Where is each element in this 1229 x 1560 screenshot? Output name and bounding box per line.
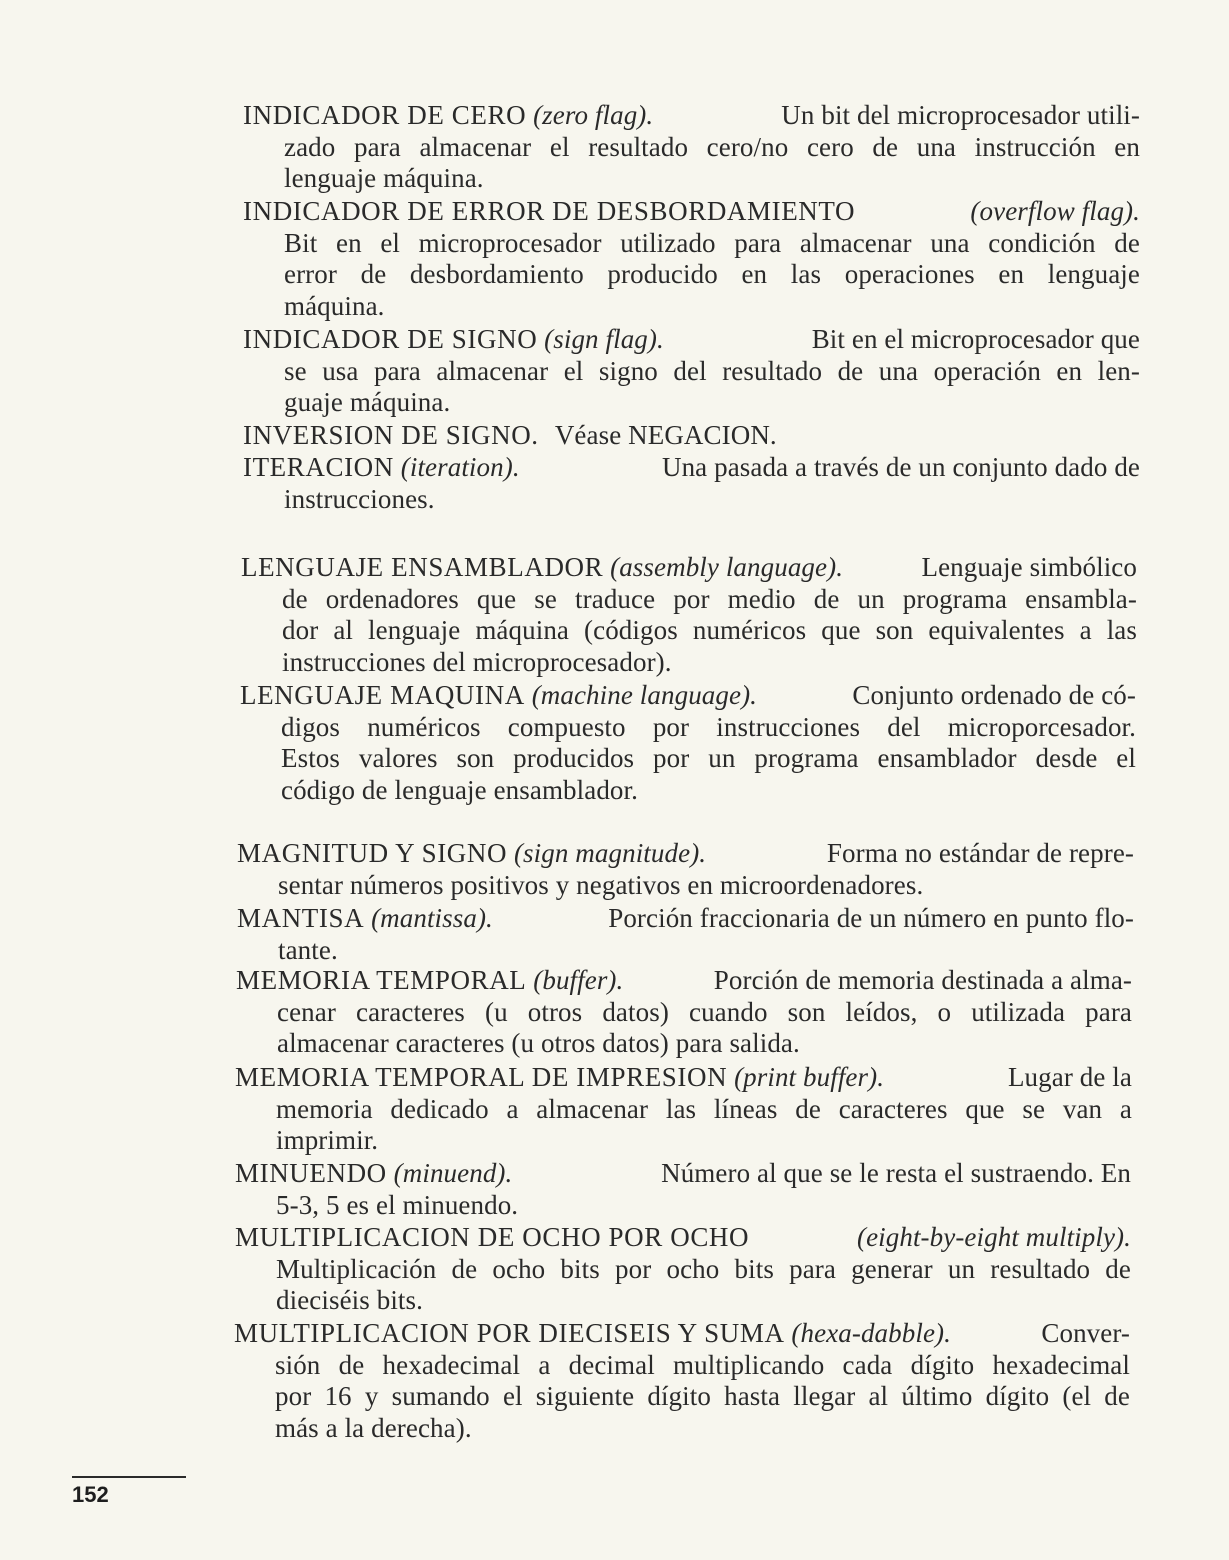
entry-text: código de lenguaje ensamblador. [281,774,638,805]
entry-text: Porción de memoria destinada a alma- [713,965,1132,995]
entry-term: INDICADOR DE SIGNO [243,324,538,354]
entry-term: LENGUAJE ENSAMBLADOR [241,552,604,582]
glossary-entry [237,903,1134,966]
entry-english: (minuend). [393,1158,513,1188]
glossary-entry [237,838,1134,901]
entry-english: (overflow flag). [970,196,1140,226]
entry-text: dor al lenguaje máquina (códigos numéricos que son equivalentes a las [282,615,1137,645]
entry-text: guaje máquina. [284,387,451,417]
entry-text: memoria dedicado a almacenar las líneas de caracteres que se van a [276,1093,1132,1124]
entry-term: MINUENDO [235,1158,387,1188]
entry-text: Forma no estándar de repre- [826,838,1134,868]
entry-first-line [243,452,1140,484]
entry-text: Estos valores son producidos por un programa ensamblador desde el [281,743,1136,773]
footer-rule [72,1476,186,1478]
entry-english: (hexa-dabble). [791,1318,951,1348]
entry-text: Lenguaje simbólico [921,552,1137,582]
entry-text: máquina. [284,290,385,321]
glossary-entry [243,324,1140,419]
entry-text: Un bit del microprocesador utili- [781,100,1140,130]
entry-first-line [235,1222,1131,1254]
entry-term: INDICADOR DE CERO [243,100,527,130]
entry-term: MULTIPLICACION DE OCHO POR OCHO [235,1222,750,1252]
entry-text: Conjunto ordenado de có- [852,680,1136,710]
glossary-entry [234,1318,1130,1444]
entry-english: (machine language). [531,680,758,710]
entry-term: MAGNITUD Y SIGNO [237,838,508,868]
entry-text: dieciséis bits. [276,1285,423,1315]
entry-english: (zero flag). [533,100,654,130]
entry-term: LENGUAJE MAQUINA [240,680,525,710]
glossary-entry [243,196,1140,322]
entry-term: ITERACION [243,452,394,482]
entry-text: tante. [278,934,338,965]
entry-text: Una pasada a través de un conjunto dado de [661,452,1140,482]
glossary-entry [235,1062,1132,1157]
glossary-entry [243,420,1140,452]
entry-first-line [240,680,1136,712]
entry-english: (sign flag). [544,324,664,354]
entry-text: instrucciones del microprocesador). [282,646,672,677]
entry-text: Lugar de la [1007,1062,1132,1092]
entry-first-line [243,100,1140,132]
entry-english: (eight-by-eight multiply). [856,1222,1131,1252]
glossary-entry [243,452,1140,515]
entry-text: de ordenadores que se traduce por medio de un programa ensambla- [282,583,1137,614]
entry-text: Bit en el microprocesador que [811,324,1140,354]
entry-term: MEMORIA TEMPORAL DE IMPRESION [235,1062,728,1092]
entry-term: INDICADOR DE ERROR DE DESBORDAMIENTO [243,196,856,226]
entry-first-line [235,1158,1131,1190]
glossary-entry [236,965,1132,1060]
entry-text: 5-3, 5 es el minuendo. [276,1189,519,1220]
entry-first-line [235,1062,1132,1094]
entry-first-line [237,903,1134,935]
glossary-entry [241,552,1137,678]
entry-english: (buffer). [533,965,624,995]
entry-english: (sign magnitude). [513,838,707,868]
entry-first-line [236,965,1132,997]
entry-first-line [234,1318,1130,1350]
entry-text: Bit en el microprocesador utilizado para almacenar una condición de [284,227,1140,258]
entry-first-line [241,552,1137,584]
entry-term: MULTIPLICACION POR DIECISEIS Y SUMA [234,1318,785,1348]
entry-text: por 16 y sumando el siguiente dígito hasta llegar al último dígito (el de [275,1381,1130,1411]
entry-text: se usa para almacenar el signo del resultado de una operación en len- [284,355,1140,386]
entry-english: (assembly language). [610,552,844,582]
entry-text: cenar caracteres (u otros datos) cuando son leídos, o utilizada para [277,996,1132,1027]
glossary-entry [240,680,1136,806]
entry-text: Multiplicación de ocho bits por ocho bits para generar un resultado de [276,1253,1131,1284]
entry-text: más a la derecha). [275,1412,472,1443]
page-number: 152 [72,1482,109,1507]
entry-term: MANTISA [237,903,365,933]
entry-text: Conver- [1041,1318,1130,1348]
entry-first-line [243,324,1140,356]
glossary-entry [235,1158,1131,1221]
entry-text: imprimir. [276,1125,379,1155]
entry-term: MEMORIA TEMPORAL [236,965,527,995]
entry-text: Número al que se le resta el sustraendo. En [661,1158,1131,1188]
entry-first-line [243,196,1140,228]
entry-text: Porción fraccionaria de un número en punto flo- [608,903,1134,933]
entry-first-line [237,838,1134,870]
entry-text: Véase NEGACION. [554,420,777,450]
entry-english: (mantissa). [371,903,493,933]
entry-text: lenguaje máquina. [284,163,484,193]
entry-text: sión de hexadecimal a decimal multiplicando cada dígito hexadecimal [275,1349,1130,1380]
entry-term: INVERSION DE SIGNO. [243,420,539,450]
glossary-entry [243,100,1140,195]
entry-text: digos numéricos compuesto por instrucciones del microporcesador. [281,711,1136,742]
glossary-entry [235,1222,1131,1317]
entry-text: error de desbordamiento producido en las operaciones en lenguaje [284,259,1140,289]
entry-text: sentar números positivos y negativos en microordenadores. [278,869,924,900]
entry-english: (iteration). [400,452,520,482]
entry-first-line [243,420,1140,452]
entry-text: instrucciones. [284,483,435,514]
entry-text: zado para almacenar el resultado cero/no cero de una instrucción en [284,131,1140,162]
entry-english: (print buffer). [734,1062,885,1092]
entry-text: almacenar caracteres (u otros datos) para salida. [277,1028,800,1058]
